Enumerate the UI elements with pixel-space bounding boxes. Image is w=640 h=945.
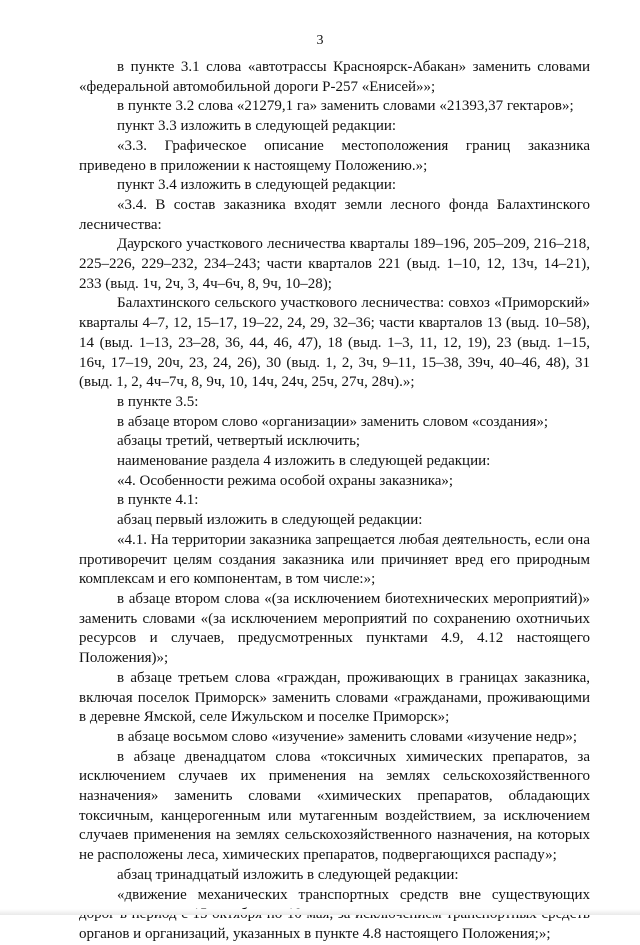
page-number: 3 [316,33,324,48]
paragraph: в абзаце втором слова «(за исключением биотехнических мероприятий)» заменить словами «(за исключением мероприятий по сохранению охотничьих ресурсов и случаев, предусмотренных пунктами 4.9, 4.12 настоящего Положения)»; [79,590,590,667]
paragraph: Даурского участкового лесничества кварталы 189–196, 205–209, 216–218, 225–226, 229–232, 234–243; части кварталов 221 (выд. 1–10, 12, 13ч, 14–21), 233 (выд. 1ч, 2ч, 3, 4ч–6ч, 8, 9ч, 10–28); [79,236,590,292]
paragraph: «3.3. Графическое описание местоположения границ заказника приведено в приложении к настоящему Положению.»; [79,137,590,174]
paragraph: «3.4. В состав заказника входят земли лесного фонда Балахтинского лесничества: [79,196,590,233]
paragraph: «движение механических транспортных средств вне существующих органов и организаций, указанных в пункте 4.8 настоящего Положения;»; [79,886,590,942]
paragraph: в абзаце двенадцатом слова «токсичных химических препаратов, за исключением случаев их применения на землях сельскохозяйственного назначения» заменить словами «химических препаратов, обладающих токсичным, канцерогенным или мутагенным воздействием, за исключением случаев применения на землях сельскохозяйственного назначения, на которых не расположены леса, химических препаратов, подвергающихся распаду»; [79,748,590,864]
paragraph: абзац первый изложить в следующей редакции: [117,512,423,529]
paragraph: пункт 3.3 изложить в следующей редакции: [117,118,397,135]
paragraph: абзац тринадцатый изложить в следующей редакции: [117,866,459,883]
paragraph: в пункте 3.2 слова «21279,1 га» заменить словами «21393,37 гектаров»; [117,98,574,115]
paragraph: Балахтинского сельского участкового лесничества: совхоз «Приморский» кварталы 4–7, 12, 15–17, 19–22, 24, 29, 32–36; части кварталов 13 (выд. 10–58), 14 (выд. 1–13, 23–28, 36, 44, 46, 47), 18 (выд. 1–3, 11, 12, 19), 23 (выд. 1–15, 16ч, 17–19, 20ч, 23, 24, 26), 30 (выд. 1, 2, 3ч, 9–11, 15–38, 39ч, 40–46, 48), 31 (выд. 1, 2, 4ч–7ч, 8, 9ч, 10, 14ч, 24ч, 25ч, 27ч, 28ч).»; [79,295,590,391]
paragraph: в пункте 4.1: [117,492,199,509]
scan-edge [0,909,640,915]
paragraph: в абзаце восьмом слово «изучение» заменить словами «изучение недр»; [117,728,578,745]
paragraph: в абзаце третьем слова «граждан, проживающих в границах заказника, включая поселок Приморск» заменить словами «гражданами, проживающими в деревне Ямской, селе Ижульском и поселке Приморск»; [79,669,590,726]
paragraph: наименование раздела 4 изложить в следующей редакции: [117,453,491,470]
paragraph: «4. Особенности режима особой охраны заказника»; [117,472,454,489]
paragraph: пункт 3.4 изложить в следующей редакции: [117,177,397,194]
paragraph: «4.1. На территории заказника запрещается любая деятельность, если она противоречит целям создания заказника или причиняет вред его природным комплексам и его компонентам, в том числе:»; [79,531,590,588]
document-body [79,58,590,945]
paragraph: в абзаце втором слово «организации» заменить словом «создания»; [117,413,549,430]
paragraph: в пункте 3.5: [117,393,199,410]
paragraph: в пункте 3.1 слова «автотрассы Красноярск-Абакан» заменить словами «федеральной автомобильной дороги Р-257 «Енисей»»; [79,59,590,95]
paragraph: абзацы третий, четвертый исключить; [117,433,361,450]
